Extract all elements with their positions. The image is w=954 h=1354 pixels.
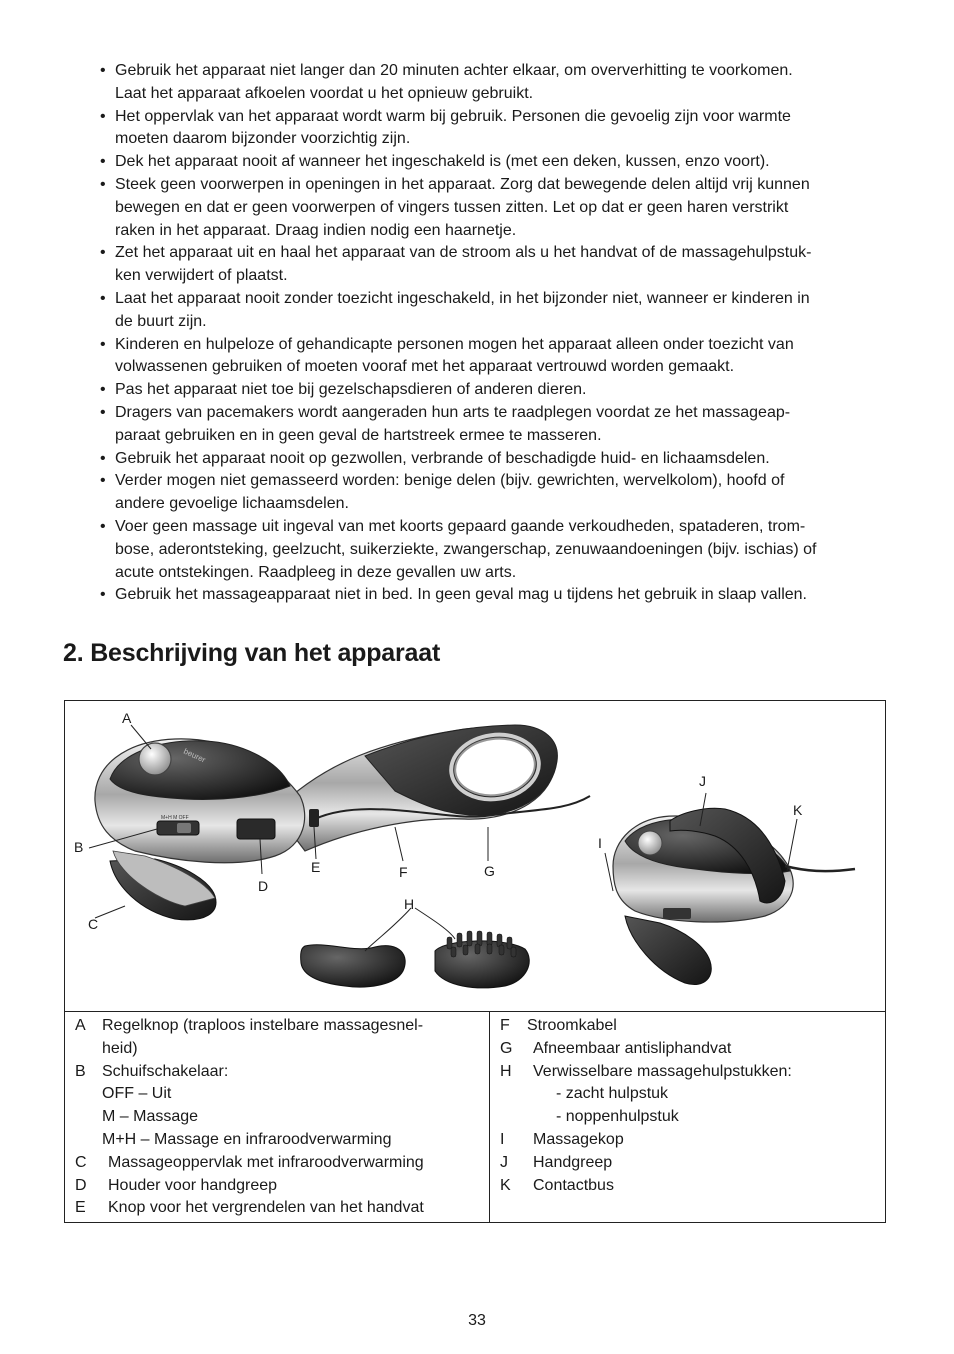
bullet-dot-icon: • xyxy=(100,289,106,307)
legend-text: M – Massage xyxy=(102,1108,199,1126)
brand-mark: beurer xyxy=(182,746,207,765)
massager-body xyxy=(95,739,319,920)
label-i: I xyxy=(598,835,602,851)
bullet-dot-icon: • xyxy=(100,153,106,171)
bullet-line: Dragers van pacemakers wordt aangeraden hun arts te raadplegen voordat ze het massageap- xyxy=(115,403,791,421)
label-g: G xyxy=(484,863,495,879)
bullet-line: de buurt zijn. xyxy=(115,312,207,330)
bullet-line: Gebruik het apparaat nooit op gezwollen, verbrande of beschadigde huid- en lichaamsdelen. xyxy=(115,449,770,467)
legend-text: Knop voor het vergrendelen van het handvat xyxy=(108,1199,424,1217)
legend-text: Regelknop (traploos instelbare massagesnel- xyxy=(102,1017,424,1034)
bullet-dot-icon: • xyxy=(100,244,106,262)
bullet-line: bewegen en dat er geen voorwerpen of vingers tussen zitten. Let op dat er geen haren verstrikt xyxy=(115,198,789,216)
label-f: F xyxy=(399,864,408,880)
page-number: 33 xyxy=(468,1312,486,1329)
bullet-dot-icon: • xyxy=(100,449,106,467)
bullet-line: Laat het apparaat afkoelen voordat u het opnieuw gebruikt. xyxy=(115,84,534,102)
bullet-dot-icon: • xyxy=(100,586,106,604)
legend-key: A xyxy=(75,1017,86,1034)
bullet-item xyxy=(100,174,900,242)
bullet-item xyxy=(100,60,900,106)
switch-legend: M+H M OFF xyxy=(161,815,189,821)
bullet-item xyxy=(100,402,900,448)
label-e: E xyxy=(311,859,321,875)
bullet-dot-icon: • xyxy=(100,517,106,535)
legend-key: D xyxy=(75,1176,87,1194)
legend-text: Contactbus xyxy=(533,1176,614,1194)
bullet-line: Kinderen en hulpeloze of gehandicapte personen mogen het apparaat alleen onder toezicht van xyxy=(115,335,794,353)
massager-drawing xyxy=(65,701,885,1011)
bullet-line: andere gevoelige lichaamsdelen. xyxy=(115,495,349,513)
bullet-line: Pas het apparaat niet toe bij gezelschapsdieren of anderen dieren. xyxy=(115,381,587,399)
legend-key: F xyxy=(500,1017,510,1034)
legend-text: - zacht hulpstuk xyxy=(556,1085,669,1103)
legend-text: Verwisselbare massagehulpstukken: xyxy=(533,1062,792,1080)
legend-key: E xyxy=(75,1199,86,1217)
label-d: D xyxy=(258,878,269,894)
bullet-line: bose, aderontsteking, geelzucht, suikerziekte, zwangerschap, zenuwaandoeningen (bijv. ischias) of xyxy=(115,540,817,558)
bullet-line: Gebruik het apparaat niet langer dan 20 minuten achter elkaar, om oververhitting te voorkomen. xyxy=(115,62,793,79)
legend-left-column xyxy=(65,1012,490,1222)
bullet-dot-icon: • xyxy=(100,62,106,79)
bullet-line: Gebruik het massageapparaat niet in bed. In geen geval mag u tijdens het gebruik in slaap vallen. xyxy=(115,586,807,604)
bullet-item xyxy=(100,448,900,471)
legend-text: - noppenhulpstuk xyxy=(556,1108,679,1126)
nubbed-attachment xyxy=(435,931,529,988)
bullet-line: paraat gebruiken en in geen geval de hartstreek ermee te masseren. xyxy=(115,426,602,444)
legend-key: J xyxy=(500,1153,508,1171)
soft-attachment xyxy=(301,945,406,987)
massager-handle xyxy=(275,725,557,851)
bullet-line: Zet het apparaat uit en haal het apparaat van de stroom als u het handvat of de massagehulpstuk- xyxy=(115,244,812,262)
bullet-line: Steek geen voorwerpen in openingen in het apparaat. Zorg dat bewegende delen altijd vrij kunnen xyxy=(115,175,810,193)
label-h: H xyxy=(404,896,415,912)
bullet-item xyxy=(100,288,900,334)
legend-text: Houder voor handgreep xyxy=(108,1176,278,1194)
bullet-line: Het oppervlak van het apparaat wordt warm bij gebruik. Personen die gevoelig zijn voor warmte xyxy=(115,107,791,125)
handle-holder-icon xyxy=(237,819,275,839)
legend-key: G xyxy=(500,1039,513,1057)
legend-text: Afneembaar antisliphandvat xyxy=(533,1039,732,1057)
legend-text: M+H – Massage en infraroodverwarming xyxy=(102,1131,392,1148)
legend-key: I xyxy=(500,1131,505,1148)
bullet-item xyxy=(100,242,900,288)
legend-text: Massagekop xyxy=(533,1131,624,1148)
bullet-line: ken verwijdert of plaatst. xyxy=(115,267,288,285)
label-j: J xyxy=(699,773,706,789)
legend-text: Stroomkabel xyxy=(527,1017,617,1034)
legend-text: Handgreep xyxy=(533,1153,613,1171)
bullet-line: Laat het apparaat nooit zonder toezicht ingeschakeld, in het bijzonder niet, wanneer er kinderen in xyxy=(115,289,810,307)
bullet-line: Dek het apparaat nooit af wanneer het ingeschakeld is (met een deken, kussen, enzo voort). xyxy=(115,153,770,171)
legend-key: C xyxy=(75,1153,87,1171)
bullet-dot-icon: • xyxy=(100,335,106,353)
bullet-dot-icon: • xyxy=(100,175,106,193)
legend-key: H xyxy=(500,1062,512,1080)
legend-text: heid) xyxy=(102,1039,138,1057)
legend-text: Massageoppervlak met infraroodverwarming xyxy=(108,1153,424,1171)
legend-key: K xyxy=(500,1176,511,1194)
control-knob-icon xyxy=(139,743,171,775)
safety-bullet-list xyxy=(100,60,900,607)
bullet-item xyxy=(100,334,900,380)
bullet-line: raken in het apparaat. Draag indien nodig een haarnetje. xyxy=(115,221,517,239)
bullet-item xyxy=(100,584,900,607)
label-c: C xyxy=(88,916,99,932)
bullet-dot-icon: • xyxy=(100,107,106,125)
label-k: K xyxy=(793,802,803,818)
bullet-dot-icon: • xyxy=(100,472,106,490)
bullet-line: Voer geen massage uit ingeval van met koorts gepaard gaande verkoudheden, spataderen, trom- xyxy=(115,517,806,535)
bullet-line: moeten daarom bijzonder voorzichtig zijn. xyxy=(115,130,411,148)
device-illustration xyxy=(65,701,885,1012)
bullet-item xyxy=(100,106,900,152)
bullet-line: Verder mogen niet gemasseerd worden: benige delen (bijv. gewrichten, wervelkolom), hoofd of xyxy=(115,472,785,490)
massager-body-right xyxy=(613,808,855,984)
section-title: 2. Beschrijving van het apparaat xyxy=(63,639,441,667)
bullet-item xyxy=(100,516,900,584)
bullet-dot-icon: • xyxy=(100,403,106,421)
bullet-item xyxy=(100,379,900,402)
label-b: B xyxy=(74,839,84,855)
bullet-line: volwassenen gebruiken of moeten vooraf met het apparaat vertrouwd worden gemaakt. xyxy=(115,358,735,376)
bullet-dot-icon: • xyxy=(100,381,106,399)
legend-text: Schuifschakelaar: xyxy=(102,1062,229,1080)
device-description-box xyxy=(64,700,886,1223)
bullet-item xyxy=(100,470,900,516)
legend-right-column xyxy=(490,1012,885,1222)
legend-text: OFF – Uit xyxy=(102,1085,172,1103)
legend-key: B xyxy=(75,1062,86,1080)
bullet-item xyxy=(100,151,900,174)
label-a: A xyxy=(122,710,132,726)
lock-button-icon xyxy=(309,809,319,827)
bullet-line: acute ontstekingen. Raadpleeg in deze gevallen uw arts. xyxy=(115,563,517,581)
